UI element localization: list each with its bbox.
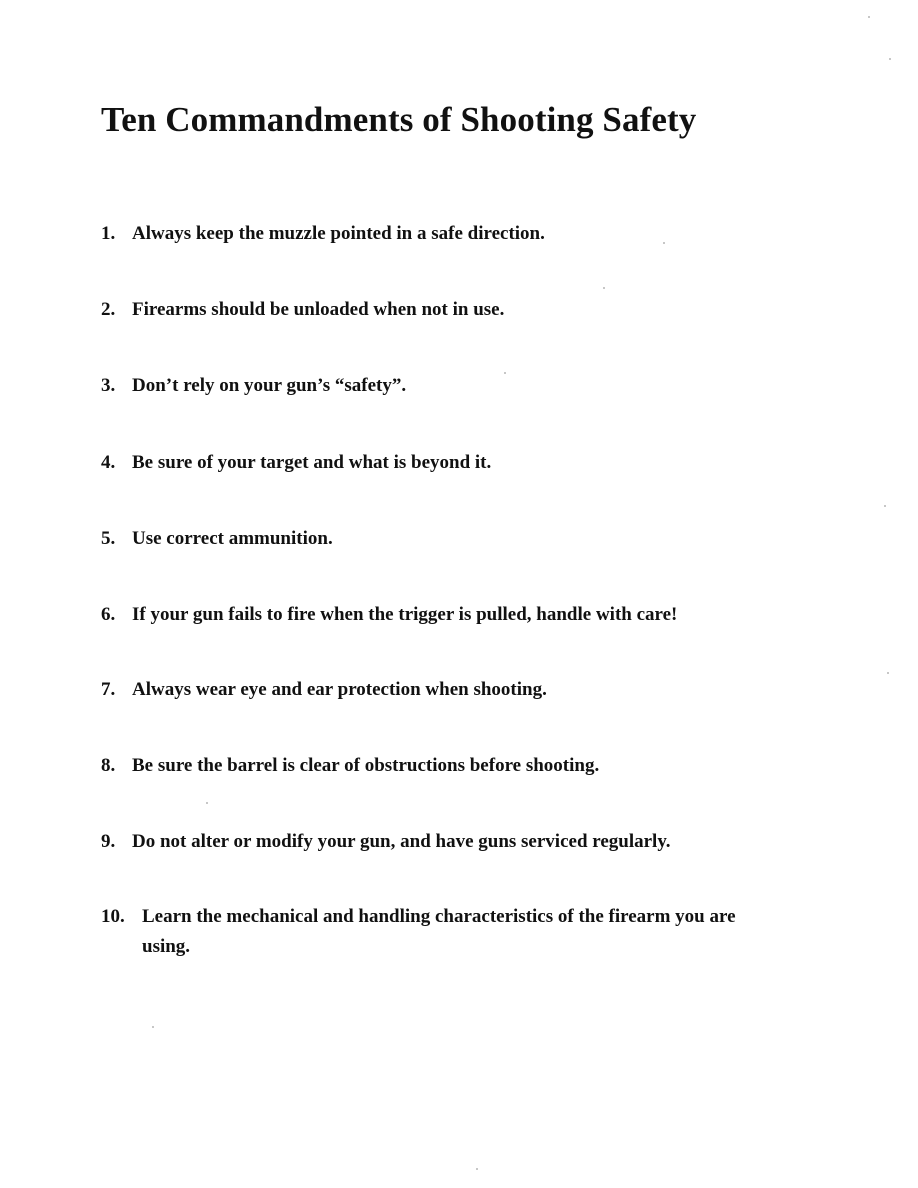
item-text: Always keep the muzzle pointed in a safe direction.: [132, 223, 545, 244]
list-item: [101, 295, 504, 325]
list-item: [101, 371, 406, 401]
list-item: [101, 448, 491, 478]
item-text: Be sure the barrel is clear of obstructions before shooting.: [132, 755, 600, 776]
scan-speck: [206, 802, 208, 804]
item-text: Always wear eye and ear protection when shooting.: [132, 679, 547, 700]
list-item: [101, 827, 671, 857]
scan-speck: [887, 672, 889, 674]
item-number: 9.: [101, 831, 116, 852]
list-item: [101, 902, 762, 962]
item-number: 4.: [101, 452, 116, 473]
item-number: 5.: [101, 528, 116, 549]
item-text: If your gun fails to fire when the trigger is pulled, handle with care!: [132, 604, 678, 625]
scan-speck: [152, 1026, 154, 1028]
item-number: 6.: [101, 604, 116, 625]
list-item: [101, 600, 677, 630]
item-number: 1.: [101, 223, 116, 244]
scan-speck: [476, 1168, 478, 1170]
scan-speck: [868, 16, 870, 18]
item-text: Learn the mechanical and handling characteristics of the firearm you are using.: [142, 906, 736, 957]
list-item: [101, 524, 333, 554]
scan-speck: [603, 287, 605, 289]
list-item: [101, 219, 545, 249]
page-title: Ten Commandments of Shooting Safety: [101, 100, 697, 139]
scan-speck: [663, 242, 665, 244]
item-text: Be sure of your target and what is beyond it.: [132, 452, 492, 473]
scan-speck: [504, 372, 506, 374]
item-number: 8.: [101, 755, 116, 776]
list-item: [101, 675, 547, 705]
item-text: Use correct ammunition.: [132, 528, 333, 549]
item-number: 10.: [101, 906, 125, 927]
item-number: 2.: [101, 299, 116, 320]
item-text: Do not alter or modify your gun, and have guns serviced regularly.: [132, 831, 671, 852]
item-text: Don’t rely on your gun’s “safety”.: [132, 375, 407, 396]
scan-speck: [884, 505, 886, 507]
item-number: 7.: [101, 679, 116, 700]
item-text: Firearms should be unloaded when not in use.: [132, 299, 505, 320]
list-item: [101, 751, 599, 781]
item-number: 3.: [101, 375, 116, 396]
scan-speck: [889, 58, 891, 60]
